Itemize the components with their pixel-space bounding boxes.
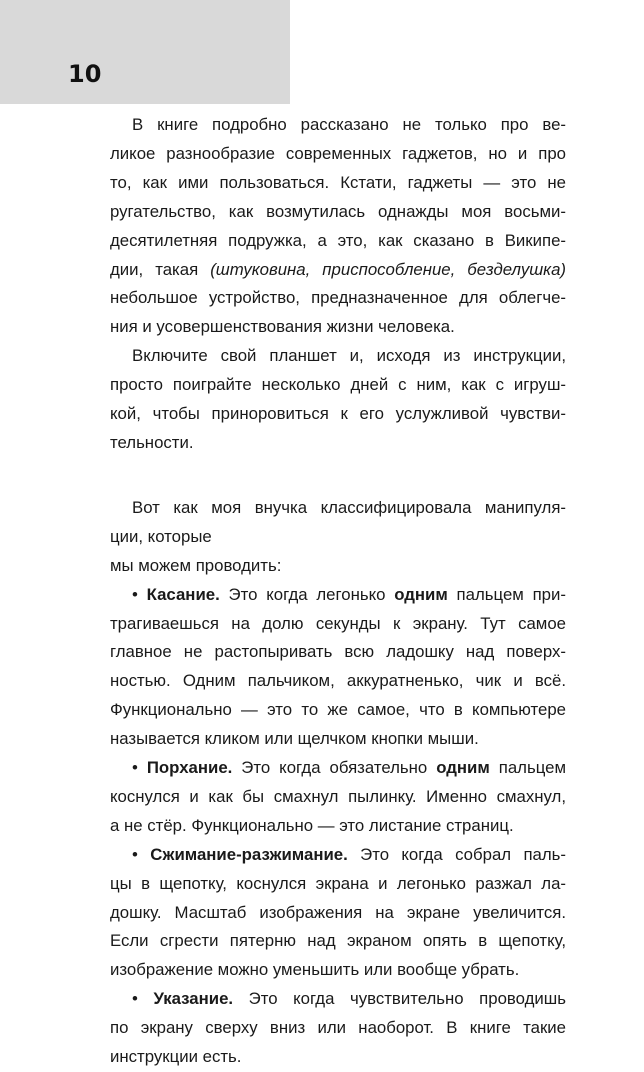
list-item-pinch bbox=[110, 841, 566, 986]
text-line: изображение можно уменьшить или вообще убрать. bbox=[110, 960, 520, 980]
bullet: • bbox=[132, 844, 151, 864]
text-span: пальцем при- bbox=[447, 584, 566, 604]
text-line: Функционально — это то же самое, что в компьютере bbox=[110, 700, 566, 720]
text-line: ния и усовершенствования жизни человека. bbox=[110, 317, 455, 337]
text-line: называется кликом или щелчком кнопки мыши. bbox=[110, 729, 479, 749]
text-line: небольшое устройство, предназначенное для облегче- bbox=[110, 288, 566, 308]
list-item-tap bbox=[110, 581, 566, 754]
text-line: то, как ими пользоваться. Кстати, гаджеты — это не bbox=[110, 172, 566, 192]
text-span: Это когда собрал паль- bbox=[347, 844, 566, 864]
text-span: Это когда чувствительно проводишь bbox=[233, 989, 566, 1009]
text-line: Если сгрести пятерню над экраном опять в щепотку, bbox=[110, 931, 566, 951]
text-span: Это когда легонько bbox=[219, 584, 395, 604]
page-number-box bbox=[0, 0, 290, 104]
term-pinch: Сжимание-разжимание. bbox=[150, 844, 348, 864]
text-span: дии, такая bbox=[110, 259, 211, 279]
text-line: ликое разнообразие современных гаджетов, но и про bbox=[110, 143, 566, 163]
text-line: коснулся и как бы смахнул пылинку. Именно смахнул, bbox=[110, 786, 566, 806]
paragraph-intro bbox=[110, 111, 566, 342]
page-number: 10 bbox=[68, 60, 102, 88]
paragraph-spacer bbox=[110, 458, 566, 494]
text-line: трагиваешься на долю секунды к экрану. Тут самое bbox=[110, 613, 566, 633]
text-line bbox=[110, 754, 566, 783]
text-line bbox=[110, 256, 566, 285]
text-line bbox=[110, 841, 566, 870]
paragraph-tablet bbox=[110, 342, 566, 458]
text-line: просто поиграйте несколько дней с ним, как с игруш- bbox=[110, 375, 566, 395]
term-flutter: Порхание. bbox=[146, 758, 233, 778]
text-line: десятилетняя подружка, а это, как сказано в Википе- bbox=[110, 230, 566, 250]
bold-text: одним bbox=[394, 584, 448, 604]
text-line bbox=[110, 581, 566, 610]
text-line: Включите свой планшет и, исходя из инструкции, bbox=[132, 346, 566, 366]
term-tap: Касание. bbox=[146, 584, 220, 604]
bold-text: одним bbox=[436, 758, 490, 778]
text-line: ностью. Одним пальчиком, аккуратненько, чик и всё. bbox=[110, 671, 566, 691]
text-line: цы в щепотку, коснулся экрана и легонько разжал ла- bbox=[110, 873, 566, 893]
text-line: мы можем проводить: bbox=[110, 555, 282, 575]
text-line: ругательство, как возмутилась однажды моя восьми- bbox=[110, 201, 566, 221]
text-line: ции, которые bbox=[110, 526, 212, 546]
text-span: Это когда обязательно bbox=[232, 758, 437, 778]
text-line: инструкции есть. bbox=[110, 1047, 242, 1067]
bullet: • bbox=[132, 989, 154, 1009]
bullet: • bbox=[132, 758, 147, 778]
text-line: по экрану сверху вниз или наоборот. В книге такие bbox=[110, 1018, 566, 1038]
list-item-flutter bbox=[110, 754, 566, 841]
text-line bbox=[110, 985, 566, 1014]
text-line: кой, чтобы приноровиться к его услужливой чувстви- bbox=[110, 404, 566, 424]
page-body bbox=[110, 111, 566, 1072]
bullet: • bbox=[132, 584, 147, 604]
paragraph-granddaughter bbox=[110, 494, 566, 581]
term-point: Указание. bbox=[153, 989, 234, 1009]
text-line: а не стёр. Функционально — это листание страниц. bbox=[110, 815, 514, 835]
text-line: В книге подробно рассказано не только про ве- bbox=[132, 115, 566, 134]
list-item-point bbox=[110, 985, 566, 1072]
text-span: пальцем bbox=[489, 758, 566, 778]
text-line: главное не растопыривать всю ладошку над поверх- bbox=[110, 642, 566, 662]
text-line: тельности. bbox=[110, 432, 194, 452]
text-line: дошку. Масштаб изображения на экране увеличится. bbox=[110, 902, 566, 922]
text-line: Вот как моя внучка классифицировала манипуля- bbox=[132, 497, 566, 517]
italic-text: (штуковина, приспособление, безделушка) bbox=[210, 259, 566, 279]
